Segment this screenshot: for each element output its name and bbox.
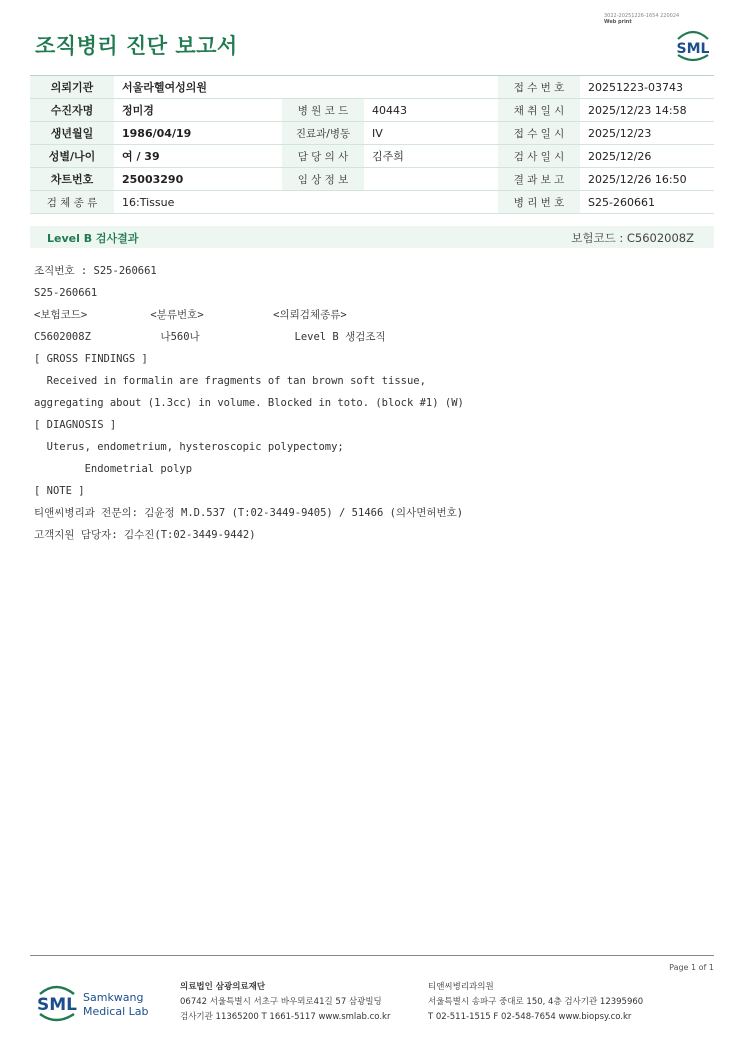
- footer-clinic-info: [428, 980, 714, 1025]
- value-institution: 서울라헬여성의원: [114, 76, 498, 99]
- report-line: [ DIAGNOSIS ]: [34, 419, 117, 431]
- footer-clinic-contact: T 02-511-1515 F 02-548-7654 www.biopsy.co.kr: [428, 1012, 632, 1022]
- footer-logo-text: SML: [37, 995, 77, 1015]
- info-row-institution: [30, 76, 714, 99]
- report-body: [34, 260, 714, 546]
- label-hospital-code: 병 원 코 드: [282, 99, 364, 122]
- footer-clinic-address: 서울특별시 송파구 중대로 150, 4층 검사기관 12395960: [428, 997, 644, 1007]
- label-collection-date: 채 취 일 시: [498, 99, 580, 122]
- info-row-specimen: [30, 191, 714, 214]
- sml-logo-text: SML: [676, 41, 710, 57]
- footer-divider: [30, 955, 714, 956]
- insurance-code: 보험코드 : C5602008Z: [571, 231, 694, 245]
- value-patient-name: 정미경: [114, 99, 282, 122]
- value-receipt-date: 2025/12/23: [580, 122, 714, 145]
- page-title: 조직병리 진단 보고서: [35, 34, 238, 58]
- value-pathology-no: S25-260661: [580, 191, 714, 214]
- label-result-report: 결 과 보 고: [498, 168, 580, 191]
- label-chart-no: 차트번호: [30, 168, 114, 191]
- info-row-sex-age: [30, 145, 714, 168]
- report-line: 조직번호 : S25-260661: [34, 265, 157, 277]
- value-hospital-code: 40443: [364, 99, 498, 122]
- report-line: [ GROSS FINDINGS ]: [34, 353, 148, 365]
- footer-logo-name1: Samkwang: [83, 991, 144, 1004]
- page-number: Page 1 of 1: [669, 963, 714, 972]
- info-row-chart: [30, 168, 714, 191]
- document-id: [604, 13, 684, 25]
- value-clinical-info: [364, 168, 498, 191]
- label-test-date: 검 사 일 시: [498, 145, 580, 168]
- value-specimen-type: 16:Tissue: [114, 191, 498, 214]
- report-line: aggregating about (1.3cc) in volume. Blocked in toto. (block #1) (W): [34, 397, 464, 409]
- label-clinical-info: 임 상 정 보: [282, 168, 364, 191]
- footer-clinic-name: 티앤씨병리과의원: [428, 982, 494, 992]
- info-row-birth: [30, 122, 714, 145]
- info-row-patient: [30, 99, 714, 122]
- label-sex-age: 성별/나이: [30, 145, 114, 168]
- label-pathology-no: 병 리 번 호: [498, 191, 580, 214]
- patient-info-table: [30, 75, 714, 214]
- value-doctor: 김주희: [364, 145, 498, 168]
- footer-company-name: 의료법인 삼광의료재단: [180, 982, 266, 992]
- result-section-title: Level B 검사결과: [47, 232, 139, 245]
- report-line: [ NOTE ]: [34, 485, 85, 497]
- report-line: 티앤씨병리과 전문의: 김윤정 M.D.537 (T:02-3449-9405) / 51466 (의사면허번호): [34, 507, 464, 519]
- document-tag: Web print: [604, 19, 632, 25]
- label-birth-date: 생년월일: [30, 122, 114, 145]
- label-receipt-date: 접 수 일 시: [498, 122, 580, 145]
- value-result-report: 2025/12/26 16:50: [580, 168, 714, 191]
- label-specimen-type: 검 체 종 류: [30, 191, 114, 214]
- report-line: C5602008Z 나560나 Level B 생검조직: [34, 331, 386, 343]
- label-patient-name: 수진자명: [30, 99, 114, 122]
- report-line: Received in formalin are fragments of tan brown soft tissue,: [34, 375, 426, 387]
- value-collection-date: 2025/12/23 14:58: [580, 99, 714, 122]
- report-line: 고객지원 담당자: 김수진(T:02-3449-9442): [34, 529, 256, 541]
- label-receipt-no: 접 수 번 호: [498, 76, 580, 99]
- label-doctor: 담 당 의 사: [282, 145, 364, 168]
- label-institution: 의뢰기관: [30, 76, 114, 99]
- report-line: Uterus, endometrium, hysteroscopic polypectomy;: [34, 441, 344, 453]
- samkwang-logo-icon: [36, 980, 166, 1026]
- footer-company-address: 06742 서울특별시 서초구 바우뫼로41길 57 삼광빌딩: [180, 997, 382, 1007]
- sml-logo-icon: [672, 27, 714, 63]
- value-sex-age: 여 / 39: [114, 145, 282, 168]
- footer-company-contact: 검사기관 11365200 T 1661-5117 www.smlab.co.kr: [180, 1012, 391, 1022]
- value-birth-date: 1986/04/19: [114, 122, 282, 145]
- value-chart-no: 25003290: [114, 168, 282, 191]
- value-test-date: 2025/12/26: [580, 145, 714, 168]
- report-line: <보험코드> <분류번호> <의뢰검체종류>: [34, 309, 347, 321]
- value-department: IV: [364, 122, 498, 145]
- report-line: S25-260661: [34, 287, 98, 299]
- value-receipt-no: 20251223-03743: [580, 76, 714, 99]
- report-line: Endometrial polyp: [34, 463, 193, 475]
- document-id-number: 3022-20251226-1654 220024: [604, 13, 680, 19]
- footer-logo-name2: Medical Lab: [83, 1005, 149, 1018]
- label-department: 진료과/병동: [282, 122, 364, 145]
- footer-company-info: [180, 980, 420, 1025]
